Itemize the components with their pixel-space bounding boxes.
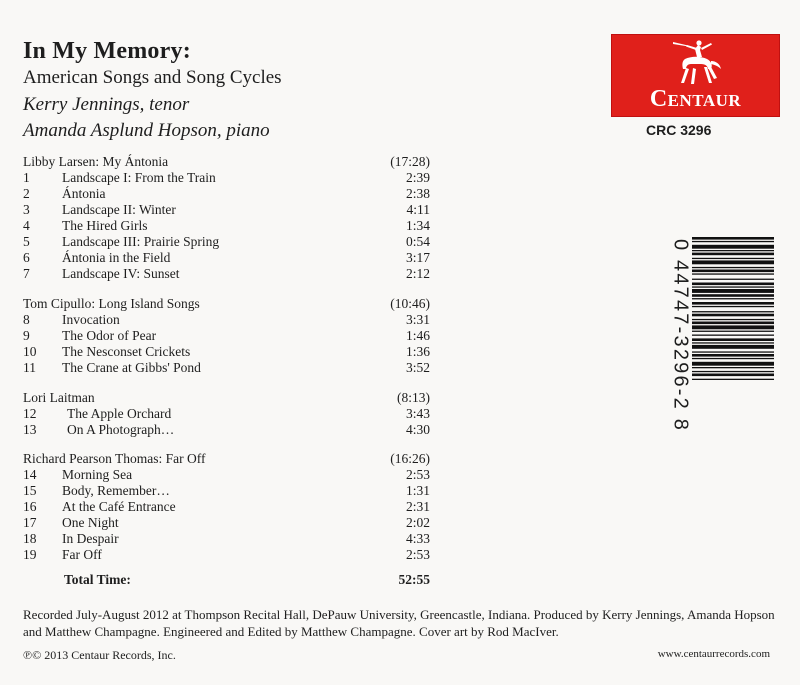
track-time: 3:17: [405, 250, 430, 265]
track-number: 14: [23, 467, 37, 482]
website: www.centaurrecords.com: [657, 648, 770, 660]
track-time: 1:46: [405, 328, 430, 343]
track-time: 3:52: [405, 360, 430, 375]
track-title: The Odor of Pear: [62, 328, 157, 343]
performer-piano: Amanda Asplund Hopson, piano: [23, 120, 270, 141]
track-title: Morning Sea: [62, 467, 133, 482]
track-row: [0, 483, 800, 499]
track-number: 16: [23, 499, 37, 514]
track-title: The Crane at Gibbs' Pond: [62, 360, 201, 375]
track-time: 2:39: [405, 170, 430, 185]
track-number: 11: [23, 360, 36, 375]
track-number: 3: [23, 202, 30, 217]
track-time: 0:54: [405, 234, 430, 249]
catalog-number: CRC 3296: [646, 122, 712, 138]
group-duration: (17:28): [390, 154, 430, 169]
group-duration: (16:26): [390, 451, 430, 466]
track-number: 18: [23, 531, 37, 546]
track-row: [0, 186, 800, 202]
barcode-digits: 0 44747-3296-2 8: [669, 238, 692, 433]
track-row: [0, 406, 800, 422]
track-title: The Nesconset Crickets: [62, 344, 191, 359]
track-time: 1:36: [405, 344, 430, 359]
composer-heading: Richard Pearson Thomas: Far Off: [23, 451, 206, 466]
copyright: ℗© 2013 Centaur Records, Inc.: [23, 648, 176, 662]
barcode-bar: [692, 283, 774, 286]
track-row: [0, 547, 800, 563]
track-title: Landscape III: Prairie Spring: [62, 234, 220, 249]
track-time: 3:43: [405, 406, 430, 421]
track-row: [0, 312, 800, 328]
album-title: In My Memory:: [23, 38, 191, 64]
track-number: 8: [23, 312, 30, 327]
track-row: [0, 515, 800, 531]
track-row: [0, 250, 800, 266]
track-time: 2:53: [405, 467, 430, 482]
track-number: 10: [23, 344, 37, 359]
track-number: 7: [23, 266, 30, 281]
logo-text: Centaur: [649, 86, 742, 112]
track-number: 2: [23, 186, 30, 201]
barcode-bar: [692, 289, 774, 293]
track-number: 4: [23, 218, 30, 233]
track-title: One Night: [62, 515, 119, 530]
track-row: [0, 531, 800, 547]
track-row: [0, 266, 800, 282]
track-row: [0, 344, 800, 360]
track-title: On A Photograph…: [67, 422, 175, 437]
track-row: [0, 422, 800, 438]
album-subtitle: American Songs and Song Cycles: [23, 67, 282, 88]
track-title: Body, Remember…: [62, 483, 170, 498]
credits: Recorded July-August 2012 at Thompson Recital Hall, DePauw University, Greencastle, Indiana. Produced by Kerry Jennings, Amanda Hopson and Matthew Champagne. Engineered and Edited by Matthew Champagne. Cover art by Rod MacIver.: [23, 607, 775, 639]
track-time: 2:12: [405, 266, 430, 281]
barcode-bar: [692, 379, 774, 380]
composer-heading: Tom Cipullo: Long Island Songs: [23, 296, 200, 311]
track-row: [0, 234, 800, 250]
track-number: 9: [23, 328, 30, 343]
group-duration: (8:13): [397, 390, 430, 405]
track-title: Landscape I: From the Train: [62, 170, 216, 185]
track-time: 4:11: [406, 202, 430, 217]
track-number: 15: [23, 483, 37, 498]
track-row: [0, 360, 800, 376]
composer-heading: Lori Laitman: [23, 390, 95, 405]
centaur-figure-icon: [667, 39, 723, 87]
track-title: The Hired Girls: [62, 218, 148, 233]
track-number: 6: [23, 250, 30, 265]
track-title: In Despair: [62, 531, 119, 546]
track-row: [0, 467, 800, 483]
track-row: [0, 499, 800, 515]
track-time: 1:34: [405, 218, 430, 233]
track-time: 4:33: [405, 531, 430, 546]
track-title: At the Café Entrance: [62, 499, 176, 514]
composer-heading: Libby Larsen: My Ántonia: [23, 154, 169, 169]
total-time-value: 52:55: [398, 572, 430, 587]
track-title: Landscape IV: Sunset: [62, 266, 180, 281]
track-number: 19: [23, 547, 37, 562]
track-time: 3:31: [405, 312, 430, 327]
barcode-bar: [692, 286, 774, 287]
performer-tenor: Kerry Jennings, tenor: [23, 94, 190, 115]
track-number: 1: [23, 170, 30, 185]
track-time: 1:31: [405, 483, 430, 498]
track-number: 12: [23, 406, 37, 421]
track-time: 2:38: [405, 186, 430, 201]
track-title: Landscape II: Winter: [62, 202, 176, 217]
track-row: [0, 328, 800, 344]
track-row: [0, 218, 800, 234]
track-time: 2:53: [405, 547, 430, 562]
track-title: Ántonia in the Field: [62, 250, 171, 265]
track-title: Far Off: [62, 547, 102, 562]
track-title: Invocation: [62, 312, 120, 327]
track-title: Ántonia: [62, 186, 106, 201]
track-number: 17: [23, 515, 37, 530]
centaur-logo: [611, 34, 780, 117]
track-title: The Apple Orchard: [67, 406, 172, 421]
track-row: [0, 170, 800, 186]
group-duration: (10:46): [390, 296, 430, 311]
track-number: 13: [23, 422, 37, 437]
track-number: 5: [23, 234, 30, 249]
track-time: 4:30: [405, 422, 430, 437]
track-time: 2:31: [405, 499, 430, 514]
total-time-label: Total Time:: [64, 572, 131, 587]
track-row: [0, 202, 800, 218]
track-time: 2:02: [405, 515, 430, 530]
